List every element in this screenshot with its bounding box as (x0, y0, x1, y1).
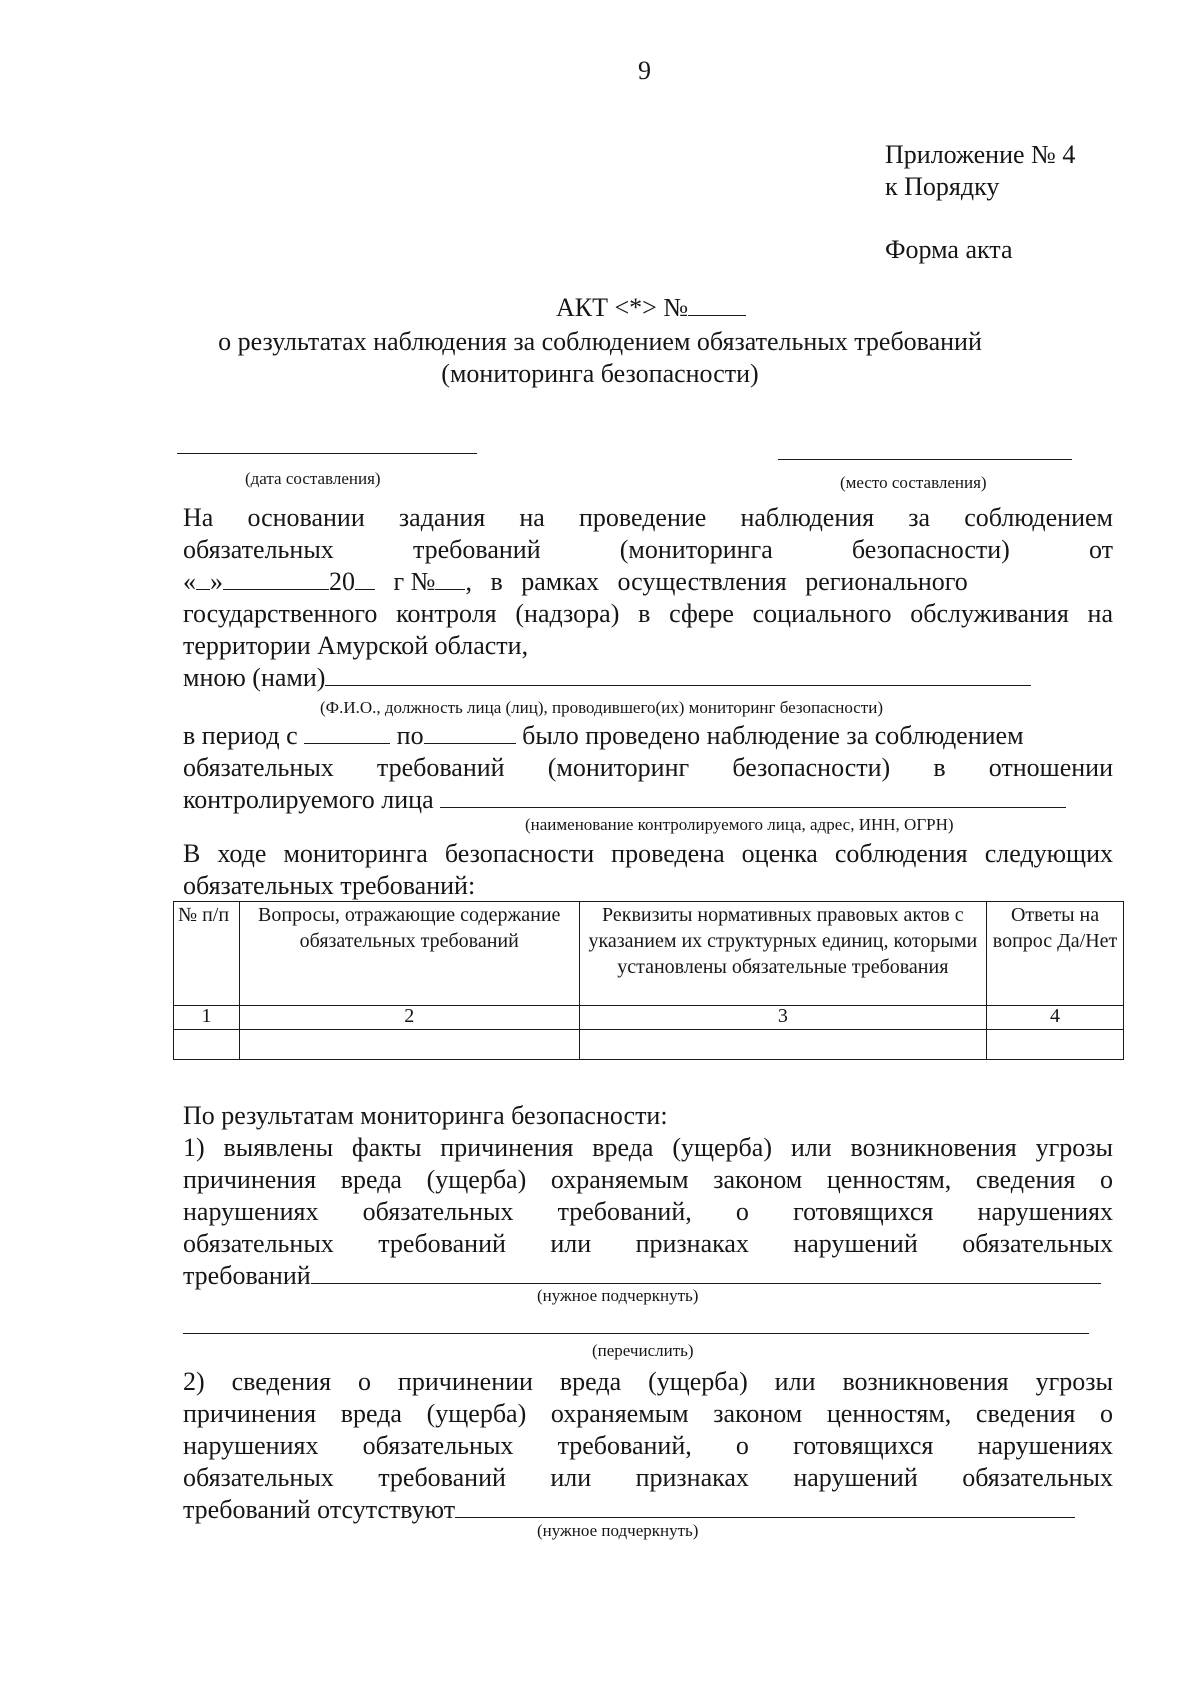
table-cell[interactable] (579, 1030, 987, 1060)
header-requisites: Реквизиты нормативных правовых актов с указанием их структурных единиц, которыми установлены обязательные требования (579, 902, 987, 1006)
table-cell[interactable] (987, 1030, 1124, 1060)
quote-close: » (210, 567, 223, 596)
period-line-tail: было проведено наблюдение за соблюдением (522, 721, 1024, 750)
results-intro (183, 1100, 1113, 1132)
basis-line: обязательных требований (мониторинга безопасности) от (183, 535, 1113, 564)
period-line (183, 784, 1113, 816)
assessment-paragraph (183, 838, 1113, 902)
task-number-label: г № (393, 567, 436, 596)
year-blank[interactable] (355, 567, 375, 590)
result-line: обязательных требований или признаках нарушений обязательных (183, 1463, 1113, 1492)
result-line: нарушениях обязательных требований, о готовящихся нарушениях (183, 1197, 1113, 1226)
date-caption: (дата составления) (245, 469, 381, 488)
task-number-blank[interactable] (435, 567, 465, 590)
result-line-tail: требований отсутствуют (183, 1495, 456, 1524)
result-line: 1) выявлены факты причинения вреда (ущерба) или возникновения угрозы (183, 1133, 1113, 1162)
act-subtitle-2: (мониторинга безопасности) (441, 359, 759, 388)
header-questions: Вопросы, отражающие содержание обязательных требований (239, 902, 579, 1006)
violations-blank[interactable] (311, 1261, 1101, 1284)
result-line: нарушениях обязательных требований, о готовящихся нарушениях (183, 1431, 1113, 1460)
entity-blank[interactable] (440, 785, 1066, 808)
assessment-line: обязательных требований: (183, 871, 476, 900)
table-cell[interactable] (239, 1030, 579, 1060)
assessment-line: В ходе мониторинга безопасности проведена оценка соблюдения следующих (183, 839, 1113, 868)
basis-line (183, 566, 1113, 598)
place-caption: (место составления) (840, 473, 987, 492)
quote-open: « (183, 567, 196, 596)
result-line: причинения вреда (ущерба) охраняемым законом ценностям, сведения о (183, 1165, 1113, 1194)
month-blank[interactable] (223, 567, 329, 590)
result-line: обязательных требований или признаках нарушений обязательных (183, 1229, 1113, 1258)
result-line: 2) сведения о причинении вреда (ущерба) или возникновения угрозы (183, 1367, 1113, 1396)
table-cell: 3 (579, 1006, 987, 1030)
year-prefix: 20 (329, 567, 355, 596)
result-line-tail: требований (183, 1261, 311, 1290)
result-line: причинения вреда (ущерба) охраняемым законом ценностям, сведения о (183, 1399, 1113, 1428)
date-line[interactable] (177, 453, 477, 454)
results-intro-text: По результатам мониторинга безопасности: (183, 1101, 668, 1130)
form-label: Форма акта (885, 235, 1013, 264)
act-title-text: АКТ <*> № (556, 293, 689, 322)
executor-blank[interactable] (325, 663, 1031, 686)
entity-caption: (наименование контролируемого лица, адрес, ИНН, ОГРН) (525, 815, 954, 834)
basis-line: На основании задания на проведение наблюдения за соблюдением (183, 503, 1113, 532)
order-reference: к Порядку (885, 172, 1000, 201)
act-number-blank[interactable] (688, 293, 746, 316)
basis-line: территории Амурской области, (183, 631, 529, 660)
basis-paragraph (183, 502, 1113, 694)
act-title (556, 293, 746, 323)
results-item-2 (183, 1366, 1113, 1526)
requirements-table (173, 901, 1124, 1060)
executor-label: мною (нами) (183, 663, 326, 692)
period-paragraph (183, 720, 1113, 816)
table-cell: 4 (987, 1006, 1124, 1030)
period-from-blank[interactable] (304, 721, 390, 744)
fio-caption: (Ф.И.О., должность лица (лиц), проводившего(их) мониторинг безопасности) (320, 698, 883, 717)
table-cell[interactable] (174, 1030, 240, 1060)
underline-caption-2: (нужное подчеркнуть) (537, 1521, 699, 1540)
absence-blank[interactable] (455, 1495, 1075, 1518)
place-line[interactable] (778, 459, 1072, 460)
period-from-label: в период с (183, 721, 298, 750)
table-number-row (174, 1006, 1124, 1030)
period-line (183, 720, 1113, 752)
enumerate-line[interactable] (183, 1333, 1089, 1334)
table-row (174, 1030, 1124, 1060)
period-to-label: по (396, 721, 424, 750)
entity-label: контролируемого лица (183, 785, 434, 814)
table-cell: 2 (239, 1006, 579, 1030)
header-answers: Ответы на вопрос Да/Нет (987, 902, 1124, 1006)
results-item-1 (183, 1132, 1113, 1292)
header-number: № п/п (174, 902, 240, 1006)
act-subtitle: о результатах наблюдения за соблюдением обязательных требований (218, 327, 982, 356)
period-line: обязательных требований (мониторинг безопасности) в отношении (183, 753, 1113, 782)
period-to-blank[interactable] (424, 721, 516, 744)
basis-line-3-tail: , в рамках осуществления регионального (465, 567, 968, 596)
underline-caption-1: (нужное подчеркнуть) (537, 1286, 699, 1305)
enumerate-caption: (перечислить) (592, 1341, 694, 1360)
basis-line (183, 662, 1113, 694)
table-header-row (174, 902, 1124, 1006)
basis-line: государственного контроля (надзора) в сфере социального обслуживания на (183, 599, 1113, 628)
day-blank[interactable] (196, 567, 210, 590)
appendix-label: Приложение № 4 (885, 140, 1076, 169)
table-cell: 1 (174, 1006, 240, 1030)
page-number: 9 (638, 56, 651, 85)
